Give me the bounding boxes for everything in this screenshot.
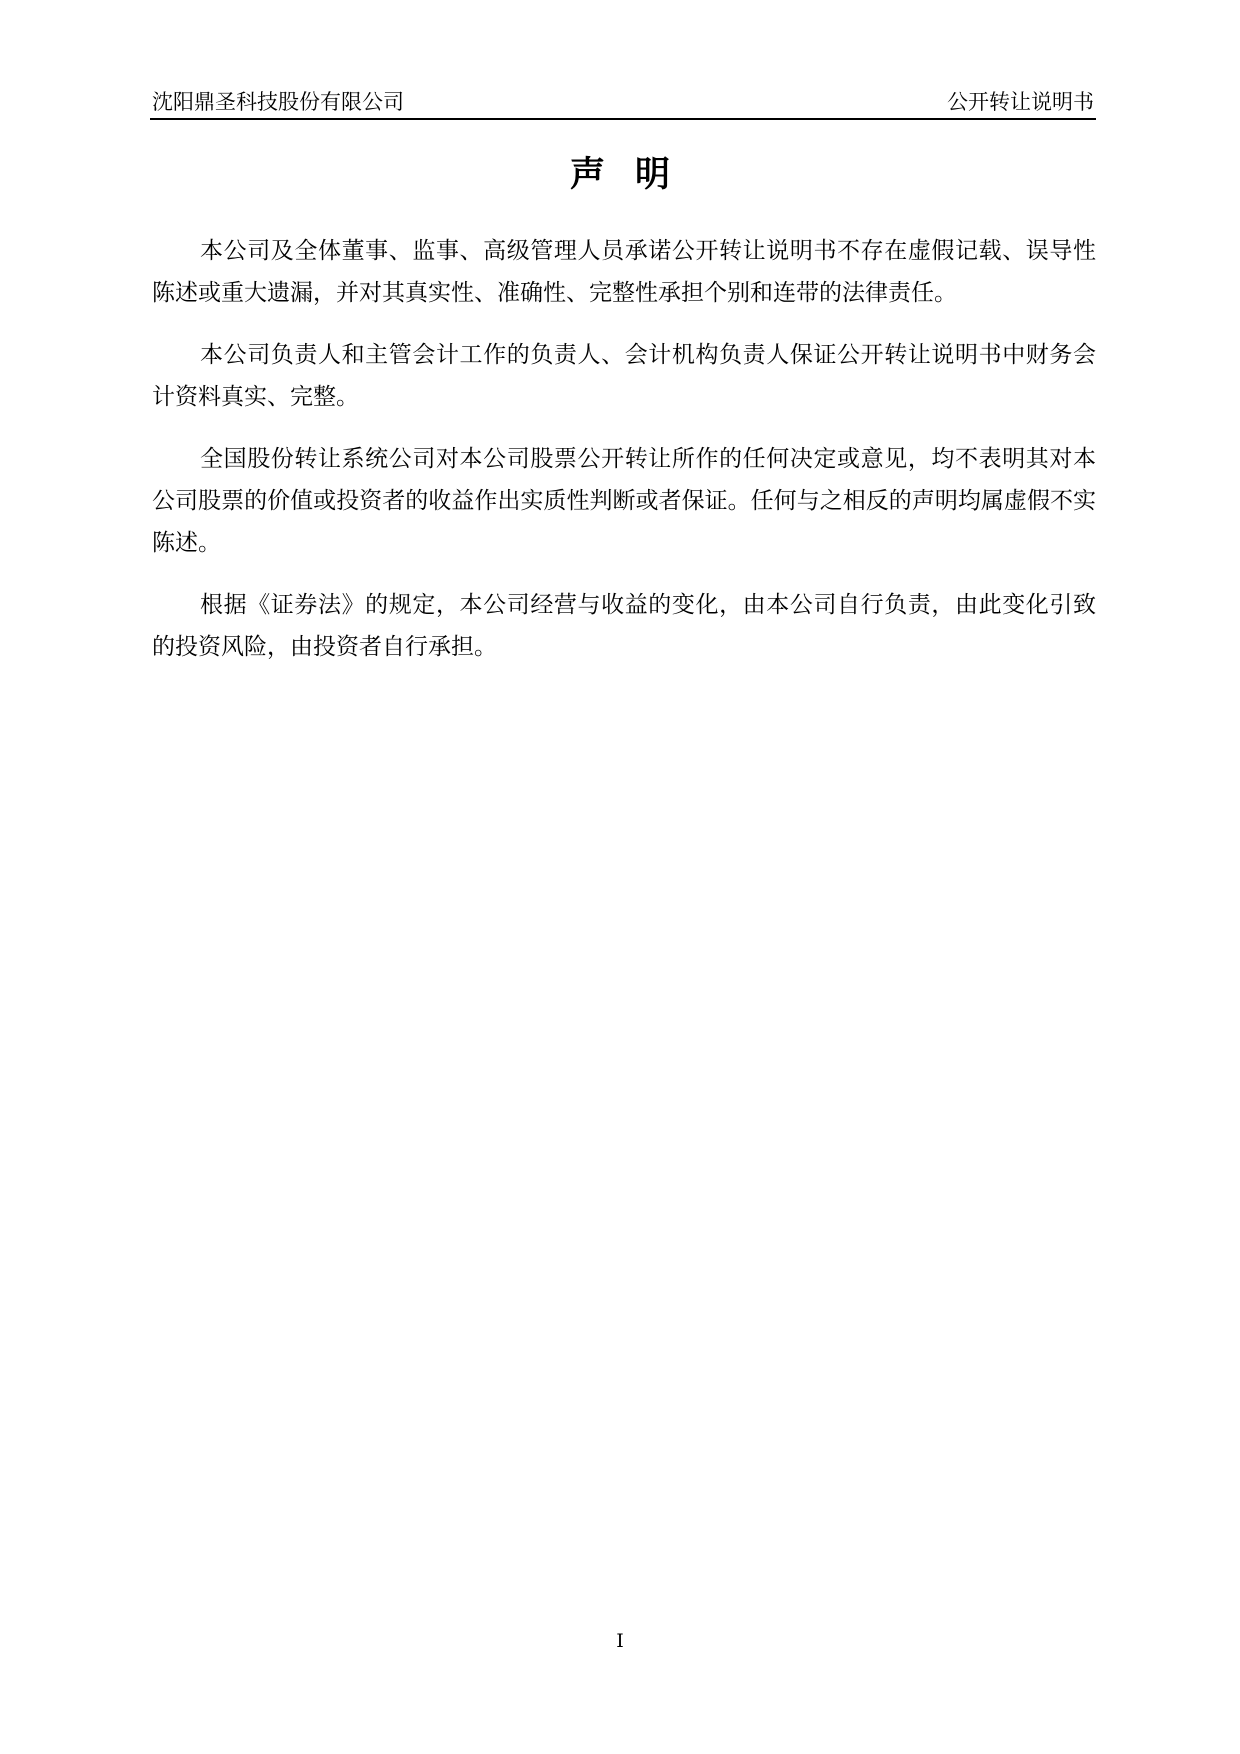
paragraph-4: 根据《证券法》的规定，本公司经营与收益的变化，由本公司自行负责，由此变化引致的投资风险，由投资者自行承担。 xyxy=(152,592,1096,660)
page-title: 声明 xyxy=(569,155,700,195)
declaration-body xyxy=(152,230,1096,688)
paragraph-2: 本公司负责人和主管会计工作的负责人、会计机构负责人保证公开转让说明书中财务会计资料真实、完整。 xyxy=(152,342,1096,410)
header-document-name: 公开转让说明书 xyxy=(947,90,1094,114)
header-company-name: 沈阳鼎圣科技股份有限公司 xyxy=(152,90,404,114)
paragraph-3: 全国股份转让系统公司对本公司股票公开转让所作的任何决定或意见，均不表明其对本公司股票的价值或投资者的收益作出实质性判断或者保证。任何与之相反的声明均属虚假不实陈述。 xyxy=(152,446,1096,556)
paragraph-1: 本公司及全体董事、监事、高级管理人员承诺公开转让说明书不存在虚假记载、误导性陈述或重大遗漏，并对其真实性、准确性、完整性承担个别和连带的法律责任。 xyxy=(152,238,1096,306)
page-number: I xyxy=(616,1630,624,1652)
page-header xyxy=(150,88,1096,120)
